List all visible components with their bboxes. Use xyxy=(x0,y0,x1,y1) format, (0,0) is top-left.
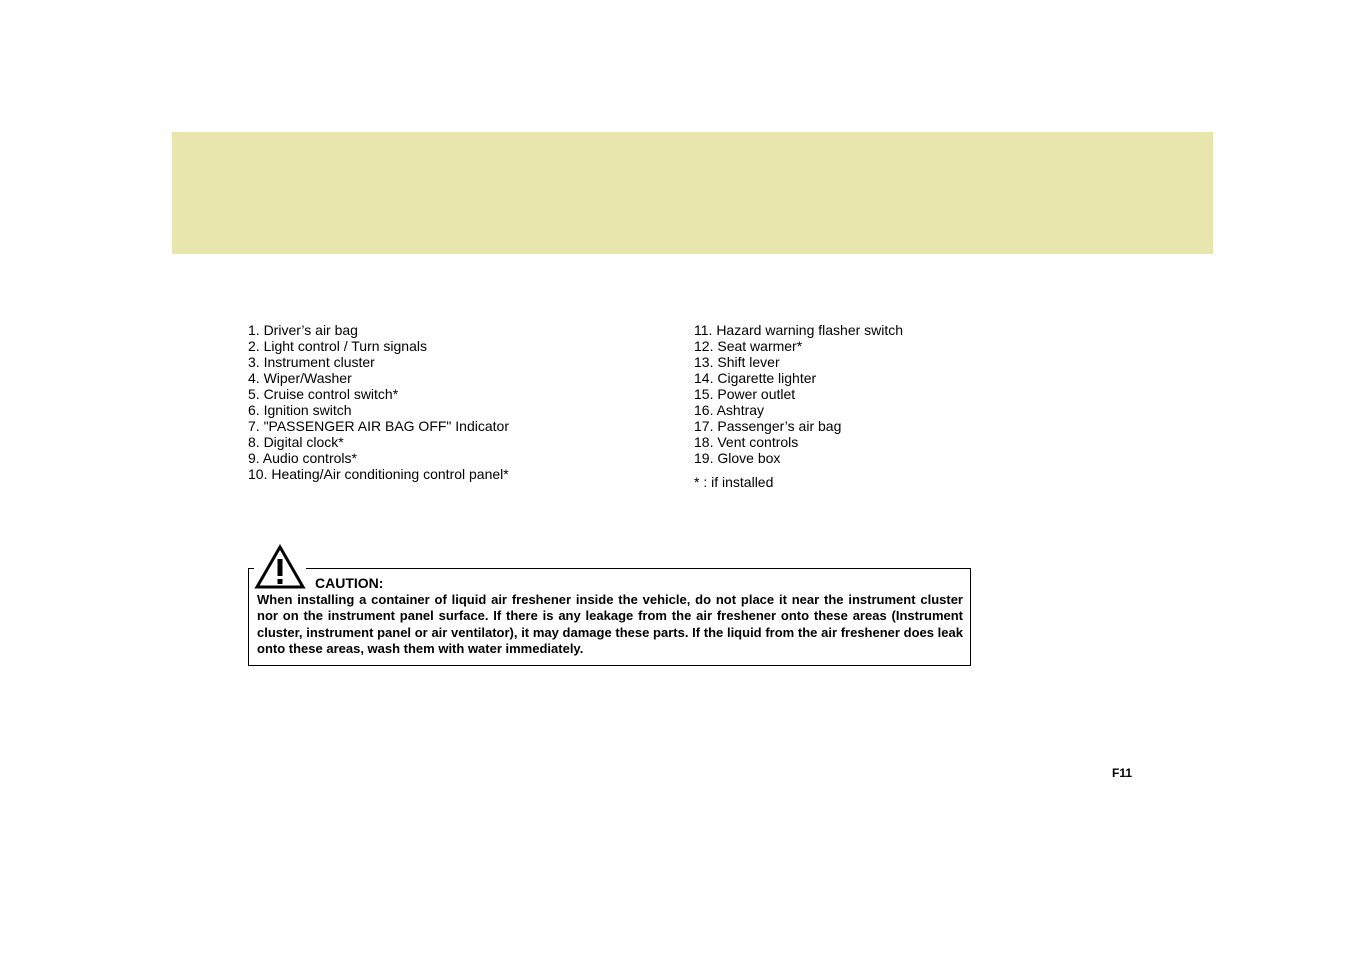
legend-item: 11. Hazard warning flasher switch xyxy=(694,322,904,338)
legend-item: 15. Power outlet xyxy=(694,386,796,402)
caution-title: CAUTION: xyxy=(315,575,384,591)
legend-item: 7. "PASSENGER AIR BAG OFF" Indicator xyxy=(248,418,509,434)
page-number: F11 xyxy=(1112,766,1133,780)
header-band xyxy=(172,132,1213,254)
legend-item: 2. Light control / Turn signals xyxy=(248,338,427,354)
legend-item: 4. Wiper/Washer xyxy=(248,370,352,386)
legend-item: 13. Shift lever xyxy=(694,354,780,370)
legend-item: 8. Digital clock* xyxy=(248,434,344,450)
legend-item: 18. Vent controls xyxy=(694,434,799,450)
footnote: * : if installed xyxy=(694,474,774,490)
legend-item: 12. Seat warmer* xyxy=(694,338,803,354)
legend-item: 5. Cruise control switch* xyxy=(248,386,399,402)
legend-item: 19. Glove box xyxy=(694,450,781,466)
legend-item: 17. Passenger’s air bag xyxy=(694,418,842,434)
legend-item: 9. Audio controls* xyxy=(248,450,357,466)
legend-item: 16. Ashtray xyxy=(694,402,765,418)
legend-item: 1. Driver’s air bag xyxy=(248,322,358,338)
caution-text: When installing a container of liquid air freshener inside the vehicle, do not place it near the instrument cluster nor on the instrument panel surface. If there is any leakage from the air freshener onto these areas (Instrument cluster, instrument panel or air ventilator), it may damage these parts. If the liquid from the air freshener does leak onto these areas, wash them with water immediately. xyxy=(257,592,963,656)
legend-item: 14. Cigarette lighter xyxy=(694,370,817,386)
legend-list-left xyxy=(248,322,509,482)
warning-triangle-icon xyxy=(254,544,306,590)
legend-item: 3. Instrument cluster xyxy=(248,354,375,370)
legend-list-right xyxy=(694,322,903,466)
legend-item: 10. Heating/Air conditioning control panel* xyxy=(248,466,509,482)
legend-item: 6. Ignition switch xyxy=(248,402,352,418)
